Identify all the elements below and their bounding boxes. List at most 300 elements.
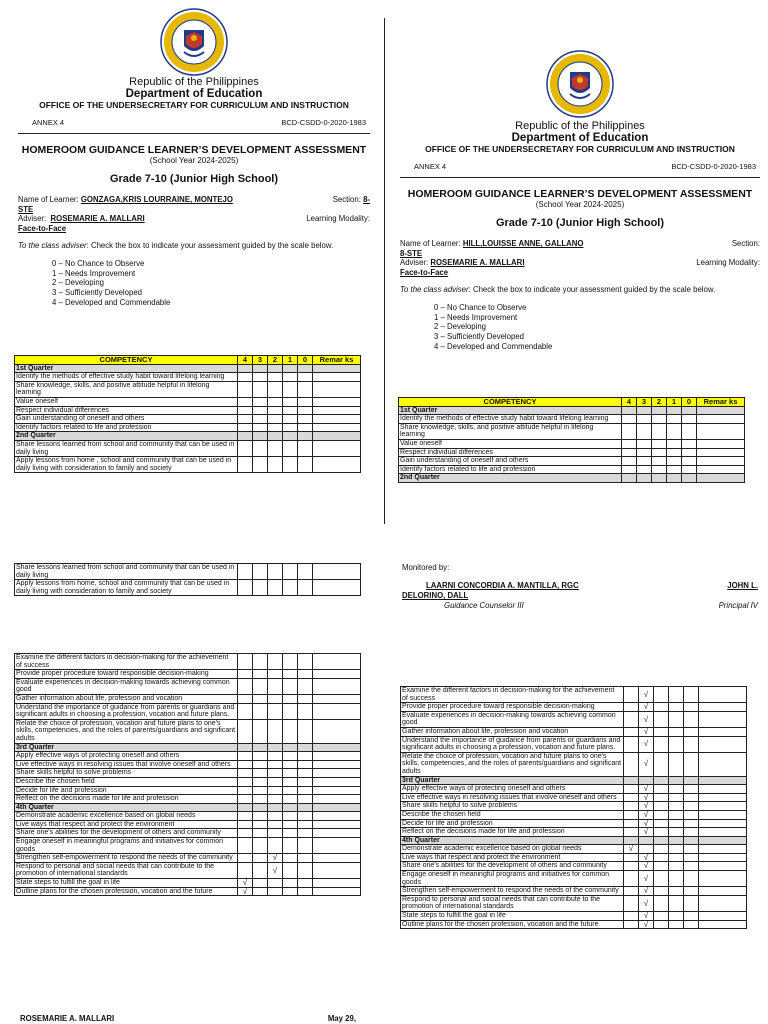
rating-2-checkbox[interactable] bbox=[654, 871, 669, 887]
rating-3-checkbox[interactable] bbox=[253, 795, 268, 804]
remarks-cell[interactable] bbox=[313, 719, 361, 743]
rating-3-checkbox[interactable] bbox=[253, 440, 268, 456]
rating-0-checkbox[interactable] bbox=[298, 694, 313, 703]
remarks-cell[interactable] bbox=[313, 887, 361, 896]
rating-4-checkbox[interactable]: √ bbox=[624, 845, 639, 854]
rating-2-checkbox[interactable] bbox=[654, 828, 669, 837]
rating-0-checkbox[interactable] bbox=[298, 760, 313, 769]
rating-3-checkbox[interactable] bbox=[253, 381, 268, 397]
rating-3-checkbox[interactable] bbox=[253, 887, 268, 896]
rating-3-checkbox[interactable] bbox=[253, 752, 268, 761]
remarks-cell[interactable] bbox=[313, 415, 361, 424]
remarks-cell[interactable] bbox=[313, 381, 361, 397]
remarks-cell[interactable] bbox=[313, 373, 361, 382]
rating-1-checkbox[interactable] bbox=[669, 802, 684, 811]
rating-4-checkbox[interactable] bbox=[238, 838, 253, 854]
rating-2-checkbox[interactable] bbox=[654, 810, 669, 819]
rating-3-checkbox[interactable] bbox=[253, 760, 268, 769]
remarks-cell[interactable] bbox=[313, 820, 361, 829]
rating-3-checkbox[interactable] bbox=[253, 457, 268, 473]
rating-3-checkbox[interactable] bbox=[637, 448, 652, 457]
rating-1-checkbox[interactable] bbox=[283, 564, 298, 580]
rating-2-checkbox[interactable] bbox=[654, 687, 669, 703]
rating-2-checkbox[interactable] bbox=[654, 703, 669, 712]
remarks-cell[interactable] bbox=[313, 423, 361, 432]
rating-3-checkbox[interactable] bbox=[253, 397, 268, 406]
rating-3-checkbox[interactable]: √ bbox=[639, 920, 654, 929]
rating-3-checkbox[interactable] bbox=[637, 439, 652, 448]
rating-1-checkbox[interactable] bbox=[283, 879, 298, 888]
rating-1-checkbox[interactable] bbox=[283, 777, 298, 786]
rating-1-checkbox[interactable] bbox=[283, 795, 298, 804]
rating-2-checkbox[interactable] bbox=[268, 752, 283, 761]
rating-1-checkbox[interactable] bbox=[669, 752, 684, 776]
rating-2-checkbox[interactable] bbox=[654, 711, 669, 727]
rating-3-checkbox[interactable]: √ bbox=[639, 895, 654, 911]
rating-3-checkbox[interactable]: √ bbox=[639, 793, 654, 802]
rating-0-checkbox[interactable] bbox=[298, 381, 313, 397]
rating-4-checkbox[interactable] bbox=[238, 654, 253, 670]
rating-4-checkbox[interactable] bbox=[238, 440, 253, 456]
rating-3-checkbox[interactable]: √ bbox=[639, 871, 654, 887]
rating-4-checkbox[interactable]: √ bbox=[238, 887, 253, 896]
rating-1-checkbox[interactable] bbox=[667, 448, 682, 457]
rating-0-checkbox[interactable] bbox=[684, 785, 699, 794]
rating-4-checkbox[interactable] bbox=[238, 769, 253, 778]
rating-0-checkbox[interactable] bbox=[684, 828, 699, 837]
rating-3-checkbox[interactable]: √ bbox=[639, 727, 654, 736]
rating-0-checkbox[interactable] bbox=[298, 854, 313, 863]
rating-0-checkbox[interactable] bbox=[684, 802, 699, 811]
rating-4-checkbox[interactable] bbox=[238, 397, 253, 406]
rating-4-checkbox[interactable] bbox=[624, 703, 639, 712]
rating-1-checkbox[interactable] bbox=[283, 678, 298, 694]
rating-1-checkbox[interactable] bbox=[283, 397, 298, 406]
remarks-cell[interactable] bbox=[699, 727, 747, 736]
rating-1-checkbox[interactable] bbox=[283, 719, 298, 743]
rating-0-checkbox[interactable] bbox=[298, 678, 313, 694]
rating-1-checkbox[interactable] bbox=[283, 580, 298, 596]
rating-2-checkbox[interactable] bbox=[654, 819, 669, 828]
rating-4-checkbox[interactable] bbox=[238, 564, 253, 580]
rating-4-checkbox[interactable] bbox=[238, 719, 253, 743]
rating-2-checkbox[interactable] bbox=[654, 920, 669, 929]
rating-0-checkbox[interactable] bbox=[684, 736, 699, 752]
rating-1-checkbox[interactable] bbox=[669, 727, 684, 736]
rating-0-checkbox[interactable] bbox=[682, 465, 697, 474]
rating-1-checkbox[interactable] bbox=[669, 887, 684, 896]
rating-0-checkbox[interactable] bbox=[684, 871, 699, 887]
rating-4-checkbox[interactable] bbox=[238, 694, 253, 703]
rating-3-checkbox[interactable] bbox=[253, 580, 268, 596]
rating-2-checkbox[interactable] bbox=[268, 406, 283, 415]
rating-2-checkbox[interactable] bbox=[268, 838, 283, 854]
rating-0-checkbox[interactable] bbox=[298, 406, 313, 415]
rating-4-checkbox[interactable]: √ bbox=[238, 879, 253, 888]
rating-2-checkbox[interactable] bbox=[652, 448, 667, 457]
rating-1-checkbox[interactable] bbox=[283, 854, 298, 863]
rating-3-checkbox[interactable] bbox=[253, 415, 268, 424]
rating-2-checkbox[interactable] bbox=[654, 736, 669, 752]
remarks-cell[interactable] bbox=[313, 678, 361, 694]
rating-0-checkbox[interactable] bbox=[684, 887, 699, 896]
rating-0-checkbox[interactable] bbox=[298, 397, 313, 406]
rating-2-checkbox[interactable] bbox=[268, 829, 283, 838]
rating-0-checkbox[interactable] bbox=[684, 793, 699, 802]
rating-0-checkbox[interactable] bbox=[682, 457, 697, 466]
rating-2-checkbox[interactable] bbox=[268, 423, 283, 432]
remarks-cell[interactable] bbox=[699, 736, 747, 752]
rating-2-checkbox[interactable] bbox=[652, 439, 667, 448]
remarks-cell[interactable] bbox=[313, 654, 361, 670]
rating-3-checkbox[interactable]: √ bbox=[639, 785, 654, 794]
rating-0-checkbox[interactable] bbox=[684, 912, 699, 921]
rating-0-checkbox[interactable] bbox=[298, 670, 313, 679]
rating-3-checkbox[interactable] bbox=[253, 854, 268, 863]
rating-1-checkbox[interactable] bbox=[283, 457, 298, 473]
rating-4-checkbox[interactable] bbox=[238, 786, 253, 795]
rating-4-checkbox[interactable] bbox=[622, 465, 637, 474]
remarks-cell[interactable] bbox=[313, 397, 361, 406]
rating-3-checkbox[interactable] bbox=[253, 694, 268, 703]
rating-4-checkbox[interactable] bbox=[624, 819, 639, 828]
rating-1-checkbox[interactable] bbox=[669, 920, 684, 929]
rating-0-checkbox[interactable] bbox=[298, 440, 313, 456]
rating-3-checkbox[interactable] bbox=[253, 654, 268, 670]
remarks-cell[interactable] bbox=[699, 887, 747, 896]
remarks-cell[interactable] bbox=[699, 703, 747, 712]
rating-2-checkbox[interactable] bbox=[652, 457, 667, 466]
rating-4-checkbox[interactable] bbox=[624, 862, 639, 871]
rating-4-checkbox[interactable] bbox=[238, 760, 253, 769]
rating-0-checkbox[interactable] bbox=[298, 703, 313, 719]
rating-2-checkbox[interactable] bbox=[268, 786, 283, 795]
rating-3-checkbox[interactable] bbox=[637, 415, 652, 424]
rating-0-checkbox[interactable] bbox=[684, 703, 699, 712]
rating-1-checkbox[interactable] bbox=[669, 912, 684, 921]
remarks-cell[interactable] bbox=[697, 457, 745, 466]
rating-0-checkbox[interactable] bbox=[684, 845, 699, 854]
rating-2-checkbox[interactable] bbox=[268, 654, 283, 670]
rating-2-checkbox[interactable] bbox=[268, 703, 283, 719]
rating-3-checkbox[interactable] bbox=[253, 829, 268, 838]
rating-0-checkbox[interactable] bbox=[298, 879, 313, 888]
rating-2-checkbox[interactable] bbox=[268, 373, 283, 382]
rating-3-checkbox[interactable] bbox=[253, 564, 268, 580]
rating-4-checkbox[interactable] bbox=[624, 828, 639, 837]
rating-4-checkbox[interactable] bbox=[238, 829, 253, 838]
rating-0-checkbox[interactable] bbox=[684, 711, 699, 727]
remarks-cell[interactable] bbox=[699, 895, 747, 911]
remarks-cell[interactable] bbox=[699, 819, 747, 828]
rating-3-checkbox[interactable] bbox=[637, 423, 652, 439]
rating-3-checkbox[interactable] bbox=[637, 465, 652, 474]
rating-4-checkbox[interactable] bbox=[238, 381, 253, 397]
rating-3-checkbox[interactable]: √ bbox=[639, 687, 654, 703]
rating-1-checkbox[interactable] bbox=[283, 760, 298, 769]
rating-1-checkbox[interactable] bbox=[283, 752, 298, 761]
rating-1-checkbox[interactable] bbox=[283, 670, 298, 679]
rating-0-checkbox[interactable] bbox=[298, 838, 313, 854]
rating-2-checkbox[interactable] bbox=[654, 887, 669, 896]
remarks-cell[interactable] bbox=[313, 694, 361, 703]
rating-3-checkbox[interactable] bbox=[253, 862, 268, 878]
rating-3-checkbox[interactable]: √ bbox=[639, 802, 654, 811]
remarks-cell[interactable] bbox=[313, 760, 361, 769]
rating-4-checkbox[interactable] bbox=[624, 736, 639, 752]
rating-3-checkbox[interactable] bbox=[253, 786, 268, 795]
rating-4-checkbox[interactable] bbox=[238, 415, 253, 424]
rating-4-checkbox[interactable] bbox=[624, 853, 639, 862]
rating-0-checkbox[interactable] bbox=[298, 654, 313, 670]
rating-1-checkbox[interactable] bbox=[283, 423, 298, 432]
rating-0-checkbox[interactable] bbox=[298, 769, 313, 778]
rating-0-checkbox[interactable] bbox=[298, 829, 313, 838]
remarks-cell[interactable] bbox=[313, 829, 361, 838]
rating-1-checkbox[interactable] bbox=[669, 853, 684, 862]
rating-2-checkbox[interactable] bbox=[652, 423, 667, 439]
rating-2-checkbox[interactable] bbox=[654, 752, 669, 776]
rating-2-checkbox[interactable]: √ bbox=[268, 862, 283, 878]
rating-0-checkbox[interactable] bbox=[684, 862, 699, 871]
rating-1-checkbox[interactable] bbox=[283, 654, 298, 670]
rating-1-checkbox[interactable] bbox=[283, 406, 298, 415]
rating-4-checkbox[interactable] bbox=[238, 854, 253, 863]
rating-4-checkbox[interactable] bbox=[622, 457, 637, 466]
rating-4-checkbox[interactable] bbox=[624, 802, 639, 811]
rating-4-checkbox[interactable] bbox=[624, 711, 639, 727]
rating-1-checkbox[interactable] bbox=[667, 439, 682, 448]
rating-1-checkbox[interactable] bbox=[283, 820, 298, 829]
rating-2-checkbox[interactable] bbox=[268, 397, 283, 406]
remarks-cell[interactable] bbox=[313, 795, 361, 804]
remarks-cell[interactable] bbox=[699, 845, 747, 854]
rating-0-checkbox[interactable] bbox=[298, 812, 313, 821]
rating-4-checkbox[interactable] bbox=[238, 703, 253, 719]
rating-2-checkbox[interactable] bbox=[652, 465, 667, 474]
rating-4-checkbox[interactable] bbox=[238, 670, 253, 679]
rating-1-checkbox[interactable] bbox=[669, 687, 684, 703]
remarks-cell[interactable] bbox=[699, 711, 747, 727]
remarks-cell[interactable] bbox=[313, 786, 361, 795]
rating-3-checkbox[interactable] bbox=[253, 373, 268, 382]
rating-4-checkbox[interactable] bbox=[238, 862, 253, 878]
rating-1-checkbox[interactable] bbox=[669, 711, 684, 727]
remarks-cell[interactable] bbox=[697, 448, 745, 457]
rating-3-checkbox[interactable] bbox=[253, 838, 268, 854]
rating-2-checkbox[interactable] bbox=[268, 760, 283, 769]
rating-1-checkbox[interactable] bbox=[669, 703, 684, 712]
rating-4-checkbox[interactable] bbox=[624, 810, 639, 819]
rating-3-checkbox[interactable] bbox=[637, 457, 652, 466]
rating-4-checkbox[interactable] bbox=[238, 777, 253, 786]
rating-3-checkbox[interactable]: √ bbox=[639, 819, 654, 828]
rating-1-checkbox[interactable] bbox=[667, 457, 682, 466]
rating-4-checkbox[interactable] bbox=[624, 895, 639, 911]
rating-0-checkbox[interactable] bbox=[684, 853, 699, 862]
remarks-cell[interactable] bbox=[699, 853, 747, 862]
rating-2-checkbox[interactable]: √ bbox=[268, 854, 283, 863]
rating-3-checkbox[interactable] bbox=[253, 670, 268, 679]
rating-3-checkbox[interactable]: √ bbox=[639, 703, 654, 712]
rating-3-checkbox[interactable]: √ bbox=[639, 887, 654, 896]
rating-0-checkbox[interactable] bbox=[682, 448, 697, 457]
remarks-cell[interactable] bbox=[697, 439, 745, 448]
rating-0-checkbox[interactable] bbox=[682, 439, 697, 448]
rating-1-checkbox[interactable] bbox=[669, 793, 684, 802]
rating-1-checkbox[interactable] bbox=[669, 736, 684, 752]
rating-1-checkbox[interactable] bbox=[283, 703, 298, 719]
remarks-cell[interactable] bbox=[313, 838, 361, 854]
rating-3-checkbox[interactable] bbox=[253, 820, 268, 829]
rating-3-checkbox[interactable] bbox=[253, 879, 268, 888]
rating-2-checkbox[interactable] bbox=[268, 580, 283, 596]
remarks-cell[interactable] bbox=[699, 810, 747, 819]
rating-0-checkbox[interactable] bbox=[684, 819, 699, 828]
rating-0-checkbox[interactable] bbox=[298, 719, 313, 743]
rating-4-checkbox[interactable] bbox=[622, 423, 637, 439]
rating-0-checkbox[interactable] bbox=[684, 895, 699, 911]
rating-4-checkbox[interactable] bbox=[238, 423, 253, 432]
rating-1-checkbox[interactable] bbox=[669, 810, 684, 819]
rating-0-checkbox[interactable] bbox=[298, 752, 313, 761]
remarks-cell[interactable] bbox=[313, 862, 361, 878]
rating-1-checkbox[interactable] bbox=[283, 862, 298, 878]
rating-2-checkbox[interactable] bbox=[654, 862, 669, 871]
rating-2-checkbox[interactable] bbox=[654, 845, 669, 854]
rating-1-checkbox[interactable] bbox=[669, 845, 684, 854]
remarks-cell[interactable] bbox=[313, 879, 361, 888]
rating-1-checkbox[interactable] bbox=[669, 862, 684, 871]
rating-0-checkbox[interactable] bbox=[682, 423, 697, 439]
remarks-cell[interactable] bbox=[313, 812, 361, 821]
rating-2-checkbox[interactable] bbox=[654, 785, 669, 794]
rating-2-checkbox[interactable] bbox=[268, 769, 283, 778]
rating-2-checkbox[interactable] bbox=[654, 802, 669, 811]
rating-0-checkbox[interactable] bbox=[684, 752, 699, 776]
rating-2-checkbox[interactable] bbox=[268, 678, 283, 694]
rating-1-checkbox[interactable] bbox=[283, 694, 298, 703]
rating-4-checkbox[interactable] bbox=[238, 795, 253, 804]
rating-0-checkbox[interactable] bbox=[684, 687, 699, 703]
rating-3-checkbox[interactable]: √ bbox=[639, 711, 654, 727]
rating-2-checkbox[interactable] bbox=[654, 853, 669, 862]
rating-2-checkbox[interactable] bbox=[268, 887, 283, 896]
rating-1-checkbox[interactable] bbox=[283, 381, 298, 397]
rating-4-checkbox[interactable] bbox=[624, 887, 639, 896]
rating-2-checkbox[interactable] bbox=[652, 415, 667, 424]
rating-2-checkbox[interactable] bbox=[268, 719, 283, 743]
remarks-cell[interactable] bbox=[697, 423, 745, 439]
rating-4-checkbox[interactable] bbox=[238, 752, 253, 761]
remarks-cell[interactable] bbox=[699, 871, 747, 887]
rating-2-checkbox[interactable] bbox=[268, 381, 283, 397]
remarks-cell[interactable] bbox=[313, 777, 361, 786]
rating-1-checkbox[interactable] bbox=[667, 465, 682, 474]
rating-0-checkbox[interactable] bbox=[298, 415, 313, 424]
rating-0-checkbox[interactable] bbox=[684, 727, 699, 736]
rating-4-checkbox[interactable] bbox=[622, 415, 637, 424]
remarks-cell[interactable] bbox=[313, 703, 361, 719]
rating-4-checkbox[interactable] bbox=[624, 912, 639, 921]
rating-0-checkbox[interactable] bbox=[298, 457, 313, 473]
remarks-cell[interactable] bbox=[313, 752, 361, 761]
rating-1-checkbox[interactable] bbox=[283, 786, 298, 795]
rating-1-checkbox[interactable] bbox=[669, 871, 684, 887]
rating-1-checkbox[interactable] bbox=[283, 440, 298, 456]
rating-0-checkbox[interactable] bbox=[298, 580, 313, 596]
remarks-cell[interactable] bbox=[313, 854, 361, 863]
rating-1-checkbox[interactable] bbox=[283, 887, 298, 896]
remarks-cell[interactable] bbox=[699, 920, 747, 929]
rating-1-checkbox[interactable] bbox=[283, 829, 298, 838]
rating-1-checkbox[interactable] bbox=[283, 812, 298, 821]
rating-3-checkbox[interactable]: √ bbox=[639, 853, 654, 862]
rating-0-checkbox[interactable] bbox=[298, 820, 313, 829]
rating-2-checkbox[interactable] bbox=[654, 895, 669, 911]
remarks-cell[interactable] bbox=[699, 912, 747, 921]
rating-3-checkbox[interactable]: √ bbox=[639, 912, 654, 921]
rating-0-checkbox[interactable] bbox=[298, 887, 313, 896]
rating-3-checkbox[interactable]: √ bbox=[639, 862, 654, 871]
rating-2-checkbox[interactable] bbox=[654, 727, 669, 736]
rating-3-checkbox[interactable] bbox=[253, 719, 268, 743]
rating-2-checkbox[interactable] bbox=[268, 694, 283, 703]
rating-2-checkbox[interactable] bbox=[268, 564, 283, 580]
remarks-cell[interactable] bbox=[699, 752, 747, 776]
remarks-cell[interactable] bbox=[699, 793, 747, 802]
rating-0-checkbox[interactable] bbox=[298, 423, 313, 432]
remarks-cell[interactable] bbox=[699, 785, 747, 794]
rating-2-checkbox[interactable] bbox=[654, 912, 669, 921]
rating-4-checkbox[interactable] bbox=[238, 406, 253, 415]
remarks-cell[interactable] bbox=[313, 406, 361, 415]
rating-4-checkbox[interactable] bbox=[622, 439, 637, 448]
remarks-cell[interactable] bbox=[699, 828, 747, 837]
rating-0-checkbox[interactable] bbox=[298, 777, 313, 786]
rating-0-checkbox[interactable] bbox=[684, 920, 699, 929]
rating-0-checkbox[interactable] bbox=[682, 415, 697, 424]
rating-1-checkbox[interactable] bbox=[669, 895, 684, 911]
rating-1-checkbox[interactable] bbox=[283, 373, 298, 382]
rating-4-checkbox[interactable] bbox=[624, 871, 639, 887]
rating-3-checkbox[interactable]: √ bbox=[639, 810, 654, 819]
rating-3-checkbox[interactable]: √ bbox=[639, 736, 654, 752]
rating-4-checkbox[interactable] bbox=[238, 457, 253, 473]
rating-3-checkbox[interactable] bbox=[253, 406, 268, 415]
rating-1-checkbox[interactable] bbox=[669, 785, 684, 794]
rating-1-checkbox[interactable] bbox=[283, 838, 298, 854]
rating-0-checkbox[interactable] bbox=[298, 373, 313, 382]
rating-3-checkbox[interactable]: √ bbox=[639, 752, 654, 776]
remarks-cell[interactable] bbox=[313, 564, 361, 580]
rating-0-checkbox[interactable] bbox=[684, 810, 699, 819]
rating-4-checkbox[interactable] bbox=[238, 580, 253, 596]
rating-4-checkbox[interactable] bbox=[238, 812, 253, 821]
rating-1-checkbox[interactable] bbox=[667, 415, 682, 424]
remarks-cell[interactable] bbox=[699, 862, 747, 871]
rating-4-checkbox[interactable] bbox=[624, 785, 639, 794]
rating-3-checkbox[interactable] bbox=[253, 423, 268, 432]
rating-3-checkbox[interactable] bbox=[253, 678, 268, 694]
remarks-cell[interactable] bbox=[697, 465, 745, 474]
rating-0-checkbox[interactable] bbox=[298, 862, 313, 878]
rating-1-checkbox[interactable] bbox=[669, 819, 684, 828]
remarks-cell[interactable] bbox=[313, 580, 361, 596]
rating-0-checkbox[interactable] bbox=[298, 786, 313, 795]
rating-1-checkbox[interactable] bbox=[669, 828, 684, 837]
remarks-cell[interactable] bbox=[699, 687, 747, 703]
